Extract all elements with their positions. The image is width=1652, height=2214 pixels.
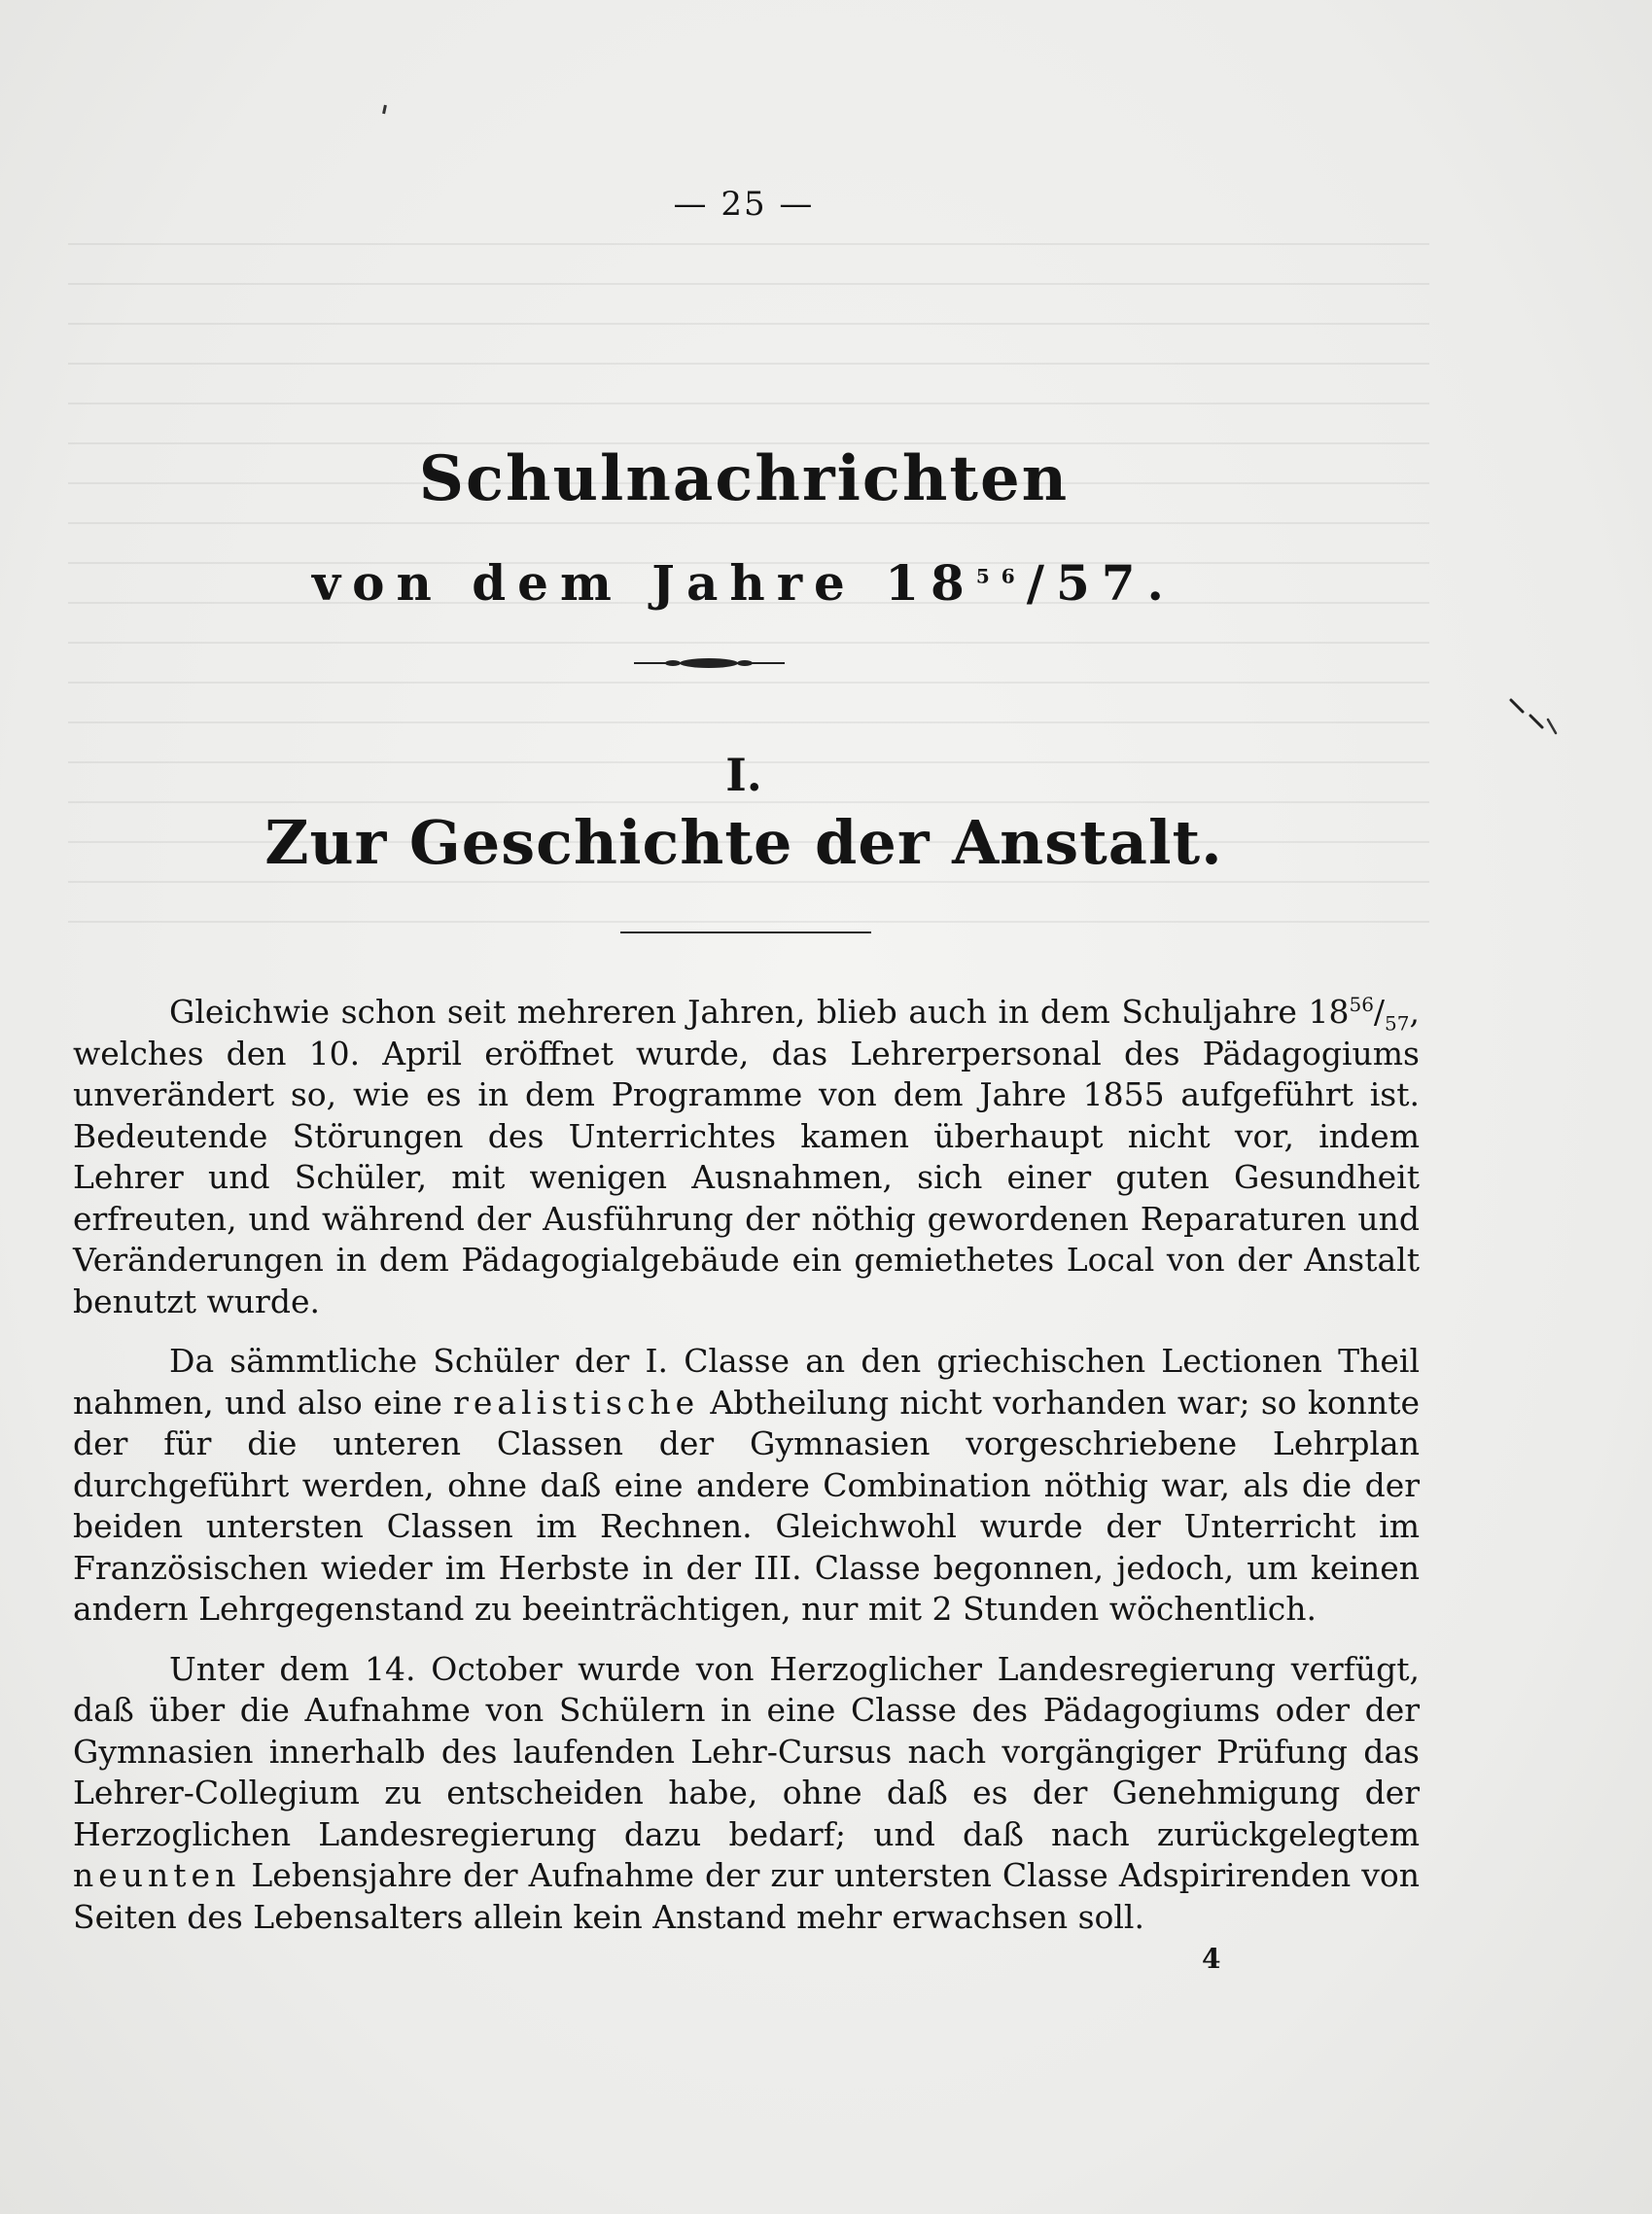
paragraph-1 bbox=[73, 992, 1420, 1322]
paragraph-2-emphasis: realistische bbox=[453, 1383, 700, 1422]
stray-mark bbox=[382, 105, 387, 114]
subtitle-year-suffix: /57. bbox=[1026, 554, 1176, 612]
subtitle-year-superscript: 56 bbox=[975, 564, 1027, 588]
body-text bbox=[73, 992, 1420, 1956]
paragraph-1-year-sup: 56 bbox=[1349, 993, 1374, 1016]
page-title: Schulnachrichten bbox=[418, 442, 1070, 515]
subtitle-prefix: von dem Jahre 18 bbox=[312, 554, 976, 612]
paragraph-3-text-a: Unter dem 14. October wurde von Herzoglicher Landesregierung verfügt, daß über die Aufnahme von Schülern in eine Classe des Pädagogiums oder der Gymnasien innerhalb des laufenden Lehr-Cursus nach vorgängiger Prüfung das Lehrer-Collegium zu entscheiden habe, ohne daß es der Genehmigung der Herzoglichen Landesregierung dazu bedarf; und daß nach zurückgelegtem bbox=[73, 1649, 1420, 1853]
paragraph-3-text-b: Lebensjahre der Aufnahme der zur untersten Classe Adspirirenden von Seiten des Lebensalters allein kein Anstand mehr erwachsen soll. bbox=[73, 1856, 1420, 1936]
paragraph-1-text-a: Gleichwie schon seit mehreren Jahren, blieb auch in dem Schuljahre 18 bbox=[169, 993, 1350, 1031]
title-ornament-divider bbox=[634, 653, 785, 673]
paragraph-1-year-sub: 57 bbox=[1385, 1011, 1410, 1036]
section-rule bbox=[620, 931, 871, 933]
paragraph-3-emphasis: neunten bbox=[73, 1856, 241, 1894]
paragraph-1-text-b: , welches den 10. April eröffnet wurde, das Lehrerpersonal des Pädagogiums unverändert so, wie es in dem Programme von dem Jahre 1855 aufgeführt ist. Bedeutende Störungen des Unterrichtes kamen überhaupt nicht vor, indem Lehrer und Schüler, mit wenigen Ausnahmen, sich einer guten Gesundheit erfreuten, und während der Ausführung der nöthig gewordenen Reparaturen und Veränderungen in dem Pädagogialgebäude ein gemiethetes Local von der Anstalt benutzt wurde. bbox=[73, 993, 1420, 1320]
paragraph-3 bbox=[73, 1649, 1420, 1939]
page-subtitle bbox=[0, 554, 1488, 612]
section-title: Zur Geschichte der Anstalt. bbox=[264, 807, 1223, 878]
stray-ink-marks bbox=[1509, 698, 1577, 747]
page-number: — 25 — bbox=[673, 185, 815, 224]
paragraph-2-text-b: Abtheilung nicht vorhanden war; so konnte der für die unteren Classen der Gymnasien vorgeschriebene Lehrplan durchgeführt werden, ohne daß eine andere Combination nöthig war, als die der beiden untersten Classen im Rechnen. Gleichwohl wurde der Unterricht im Französischen wieder im Herbste in der III. Classe begonnen, jedoch, um keinen andern Lehrgegenstand zu beeinträchtigen, nur mit 2 Stunden wöchentlich. bbox=[73, 1383, 1421, 1628]
paragraph-2-text-a: Da sämmtliche Schüler der I. Classe an den griechischen Lectionen Theil nahmen, und also eine bbox=[73, 1342, 1420, 1422]
section-number: I. bbox=[725, 749, 762, 801]
paragraph-1-year-slash: / bbox=[1373, 993, 1386, 1031]
paragraph-2 bbox=[73, 1341, 1420, 1631]
signature-mark: 4 bbox=[1202, 1943, 1221, 1975]
